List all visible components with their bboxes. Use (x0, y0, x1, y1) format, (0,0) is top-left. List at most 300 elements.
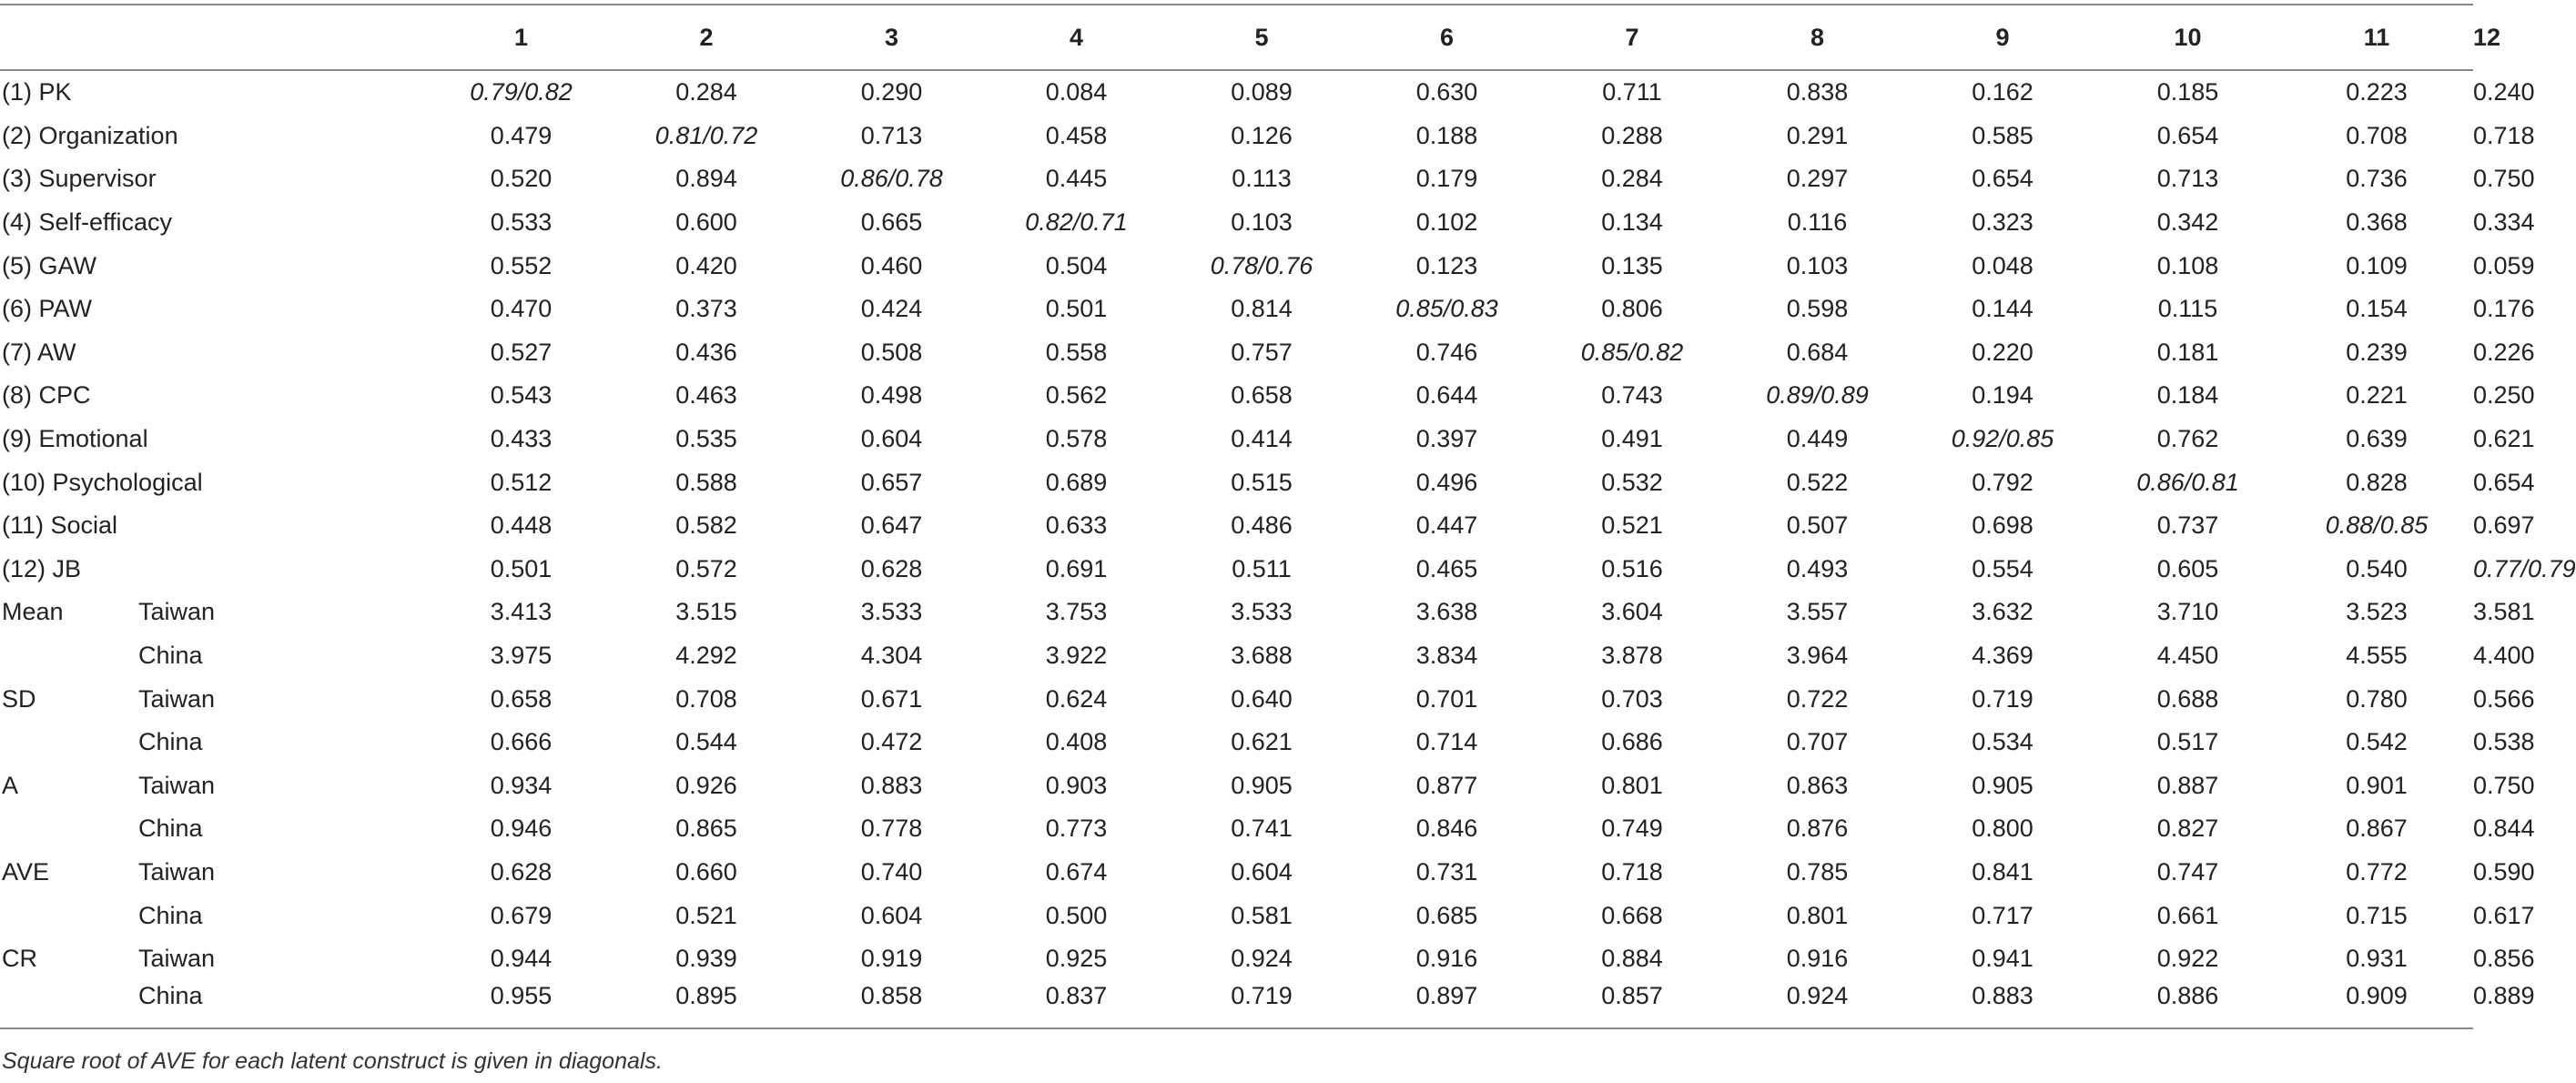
table-cell: 0.115 (2157, 295, 2218, 323)
table-cell: 0.919 (860, 945, 923, 973)
table-cell: 0.048 (1972, 251, 2033, 279)
column-header: 11 (2363, 23, 2390, 51)
row-label: (3) Supervisor (2, 165, 157, 193)
table-cell: 0.511 (1232, 554, 1292, 582)
table-cell: 0.621 (1231, 728, 1293, 756)
table-cell: 0.368 (2346, 208, 2408, 237)
table-cell: 0.714 (1415, 728, 1478, 756)
row-label: (4) Self-efficacy (2, 208, 173, 237)
table-cell: 0.458 (1045, 121, 1108, 149)
table-cell: 0.719 (1231, 982, 1293, 1010)
table-cell: 0.522 (1786, 468, 1849, 496)
table-cell: 0.447 (1415, 511, 1478, 540)
table-cell: 0.713 (2156, 165, 2219, 193)
table-row: A Taiwan 0.934 0.926 0.883 0.903 0.905 0.877 0.801 0.863 0.905 0.887 0.901 0.750 (0, 764, 2473, 808)
table-cell: 0.749 (1601, 815, 1663, 843)
table-cell: 0.162 (1972, 78, 2033, 106)
table-row: SD Taiwan 0.658 0.708 0.671 0.624 0.640 0.701 0.703 0.722 0.719 0.688 0.780 0.566 (0, 677, 2473, 721)
country-label: China (138, 642, 203, 670)
table-row: (11) Social 0.448 0.582 0.647 0.633 0.486 0.447 0.521 0.507 0.698 0.737 0.88/0.85 0.697 (0, 504, 2473, 548)
table-cell: 0.154 (2346, 295, 2408, 323)
table-cell: 0.397 (1415, 425, 1478, 453)
table-cell: 0.857 (1601, 982, 1663, 1010)
table-cell: 0.671 (860, 684, 923, 713)
column-header: 4 (1069, 23, 1084, 51)
table-cell: 0.886 (2156, 982, 2219, 1010)
table-cell: 0.624 (1045, 684, 1108, 713)
table-cell: 0.521 (1601, 511, 1663, 540)
table-cell: 0.445 (1045, 165, 1108, 193)
table-cell: 0.665 (860, 208, 923, 237)
table-cell: 0.792 (1972, 468, 2033, 496)
table-cell: 0.660 (675, 857, 737, 886)
table-cell: 0.284 (1601, 165, 1663, 193)
country-label: Taiwan (138, 598, 216, 626)
table-cell: 0.507 (1786, 511, 1849, 540)
table-cell: 0.666 (490, 728, 553, 756)
country-label: China (138, 728, 203, 756)
table-cell: 0.581 (1231, 901, 1293, 929)
table-cell: 0.373 (675, 295, 737, 323)
table-cell: 0.944 (490, 945, 553, 973)
country-label: China (138, 815, 203, 843)
table-cell: 3.710 (2156, 598, 2219, 626)
table-cell: 0.516 (1601, 554, 1663, 582)
stat-label (0, 721, 137, 764)
table-cell: 0.717 (1972, 901, 2033, 929)
table-row: CR Taiwan 0.944 0.939 0.919 0.925 0.924 0.916 0.884 0.916 0.941 0.922 0.931 0.856 (0, 937, 2473, 981)
diagonal-cell: 0.89/0.89 (1766, 381, 1869, 410)
table-cell: 0.342 (2156, 208, 2219, 237)
table-cell: 0.134 (1601, 208, 1663, 237)
table-row: China 0.946 0.865 0.778 0.773 0.741 0.846 0.749 0.876 0.800 0.827 0.867 0.844 (0, 807, 2473, 851)
table-cell: 0.533 (490, 208, 553, 237)
table-row: (1) PK 0.79/0.82 0.284 0.290 0.084 0.089 0.630 0.711 0.838 0.162 0.185 0.223 0.240 (0, 70, 2473, 115)
table-row: (2) Organization 0.479 0.81/0.72 0.713 0.458 0.126 0.188 0.288 0.291 0.585 0.654 0.708 0.718 (0, 115, 2473, 158)
table-cell: 0.846 (1415, 815, 1478, 843)
table-cell: 0.554 (1972, 554, 2033, 582)
table-cell: 0.841 (1972, 857, 2033, 886)
table-cell: 0.762 (2156, 425, 2219, 453)
table-cell: 0.691 (1045, 554, 1108, 582)
table-cell: 0.827 (2156, 815, 2219, 843)
table-cell: 0.414 (1231, 425, 1293, 453)
table-cell: 0.572 (675, 554, 737, 582)
table-cell: 3.638 (1415, 598, 1478, 626)
stat-label: Mean (2, 598, 64, 626)
table-cell: 0.144 (1972, 295, 2033, 323)
stat-label (0, 634, 137, 678)
table-cell: 0.644 (1415, 381, 1478, 410)
table-cell: 0.703 (1601, 684, 1663, 713)
table-cell: 0.512 (490, 468, 553, 496)
table-cell: 0.582 (675, 511, 737, 540)
table-cell: 0.562 (1045, 381, 1108, 410)
diagonal-cell: 0.82/0.71 (1025, 208, 1128, 237)
table-cell: 0.532 (1601, 468, 1663, 496)
table-cell: 0.876 (1786, 815, 1849, 843)
table-cell: 0.179 (1415, 165, 1478, 193)
table-cell: 0.424 (860, 295, 923, 323)
table-cell: 0.658 (490, 684, 553, 713)
table-cell: 0.135 (1601, 251, 1663, 279)
country-label: Taiwan (138, 684, 216, 713)
table-cell: 0.867 (2346, 815, 2408, 843)
table-cell: 0.103 (1786, 251, 1849, 279)
table-cell: 0.838 (1786, 78, 1849, 106)
table-cell: 0.604 (860, 425, 923, 453)
table-cell: 0.773 (1045, 815, 1108, 843)
table-cell: 0.654 (2156, 121, 2219, 149)
table-row: (4) Self-efficacy 0.533 0.600 0.665 0.82/0.71 0.103 0.102 0.134 0.116 0.323 0.342 0.368 0.334 (0, 201, 2473, 245)
table-cell: 0.113 (1232, 165, 1292, 193)
table-cell: 0.486 (1231, 511, 1293, 540)
column-header: 10 (2174, 23, 2202, 51)
table-cell: 0.701 (1415, 684, 1478, 713)
column-header: 5 (1254, 23, 1269, 51)
table-cell: 0.895 (675, 982, 737, 1010)
table-cell: 0.657 (860, 468, 923, 496)
table-cell: 4.450 (2156, 642, 2219, 670)
table-cell: 0.887 (2156, 771, 2219, 799)
stat-label (0, 894, 137, 937)
table-cell: 0.939 (675, 945, 737, 973)
table-cell: 0.883 (1972, 982, 2033, 1010)
table-cell: 0.194 (1972, 381, 2033, 410)
stat-label (0, 980, 137, 1028)
column-header: 6 (1439, 23, 1455, 51)
table-cell: 3.515 (675, 598, 737, 626)
diagonal-cell: 0.86/0.81 (2136, 468, 2239, 496)
header-row: 1 2 3 4 5 6 7 8 9 10 11 12 (0, 5, 2473, 70)
table-cell: 0.493 (1786, 554, 1849, 582)
table-cell: 0.814 (1231, 295, 1293, 323)
table-row: (6) PAW 0.470 0.373 0.424 0.501 0.814 0.85/0.83 0.806 0.598 0.144 0.115 0.154 0.176 (0, 288, 2473, 331)
header-blank-cell (137, 5, 309, 70)
table-cell: 0.628 (490, 857, 553, 886)
table-cell: 3.533 (1231, 598, 1293, 626)
table-cell: 0.449 (1786, 425, 1849, 453)
table-cell: 0.801 (1601, 771, 1663, 799)
diagonal-cell: 0.79/0.82 (470, 78, 573, 106)
table-cell: 3.922 (1045, 642, 1108, 670)
table-cell: 0.747 (2156, 857, 2219, 886)
table-cell: 0.711 (1602, 78, 1662, 106)
table-cell: 0.103 (1231, 208, 1293, 237)
table-cell: 0.785 (1786, 857, 1849, 886)
table-cell: 0.500 (1045, 901, 1108, 929)
table-cell: 0.089 (1231, 78, 1293, 106)
table-cell: 0.552 (490, 251, 553, 279)
table-cell: 0.517 (2156, 728, 2219, 756)
table-cell: 0.585 (1972, 121, 2033, 149)
table-cell: 0.800 (1972, 815, 2033, 843)
table-cell: 0.934 (490, 771, 553, 799)
stat-label: A (2, 771, 19, 799)
header-blank-cell (309, 5, 429, 70)
table-cell: 0.713 (860, 121, 923, 149)
table-row: (8) CPC 0.543 0.463 0.498 0.562 0.658 0.644 0.743 0.89/0.89 0.194 0.184 0.221 0.250 (0, 374, 2473, 418)
table-cell: 0.740 (860, 857, 923, 886)
table-header (0, 5, 2501, 70)
table-cell: 0.877 (1415, 771, 1478, 799)
table-cell: 0.905 (1972, 771, 2033, 799)
table-cell: 0.491 (1601, 425, 1663, 453)
diagonal-cell: 0.78/0.76 (1210, 251, 1313, 279)
table-cell: 0.436 (675, 338, 737, 366)
table-cell: 0.598 (1786, 295, 1849, 323)
table-cell: 3.533 (860, 598, 923, 626)
table-cell: 0.181 (2156, 338, 2219, 366)
country-label: China (138, 982, 203, 1010)
table-cell: 0.903 (1045, 771, 1108, 799)
stat-label: AVE (2, 857, 50, 886)
table-cell: 0.544 (675, 728, 737, 756)
table-cell: 0.515 (1231, 468, 1293, 496)
table-cell: 3.975 (490, 642, 553, 670)
table-cell: 0.600 (675, 208, 737, 237)
table-cell: 0.578 (1045, 425, 1108, 453)
table-cell: 0.470 (490, 295, 553, 323)
table-cell: 0.780 (2346, 684, 2408, 713)
table-cell: 3.964 (1786, 642, 1849, 670)
diagonal-cell: 0.85/0.83 (1395, 295, 1498, 323)
table-cell: 0.837 (1045, 982, 1108, 1010)
table-cell: 0.605 (2156, 554, 2219, 582)
diagonal-cell: 0.86/0.78 (840, 165, 943, 193)
table-cell: 0.946 (490, 815, 553, 843)
table-cell: 0.239 (2346, 338, 2408, 366)
table-cell: 0.707 (1786, 728, 1849, 756)
table-cell: 0.688 (2156, 684, 2219, 713)
row-label: (2) Organization (2, 121, 178, 149)
row-label: (12) JB (2, 554, 82, 582)
table-cell: 0.698 (1972, 511, 2033, 540)
table-cell: 0.542 (2346, 728, 2408, 756)
row-label: (1) PK (2, 78, 72, 106)
table-cell: 0.558 (1045, 338, 1108, 366)
country-label: China (138, 901, 203, 929)
table-cell: 0.916 (1415, 945, 1478, 973)
table-cell: 0.684 (1786, 338, 1849, 366)
table-cell: 0.496 (1415, 468, 1478, 496)
table-cell: 0.924 (1786, 982, 1849, 1010)
table-row: AVE Taiwan 0.628 0.660 0.740 0.674 0.604 0.731 0.718 0.785 0.841 0.747 0.772 0.590 (0, 851, 2473, 895)
table-cell: 0.708 (2346, 121, 2408, 149)
row-label: (11) Social (2, 511, 118, 540)
table-cell: 3.753 (1045, 598, 1108, 626)
table-cell: 0.630 (1415, 78, 1478, 106)
table-cell: 0.185 (2156, 78, 2219, 106)
table-cell: 4.304 (860, 642, 923, 670)
diagonal-cell: 0.92/0.85 (1951, 425, 2054, 453)
table-cell: 0.501 (490, 554, 553, 582)
table-cell: 0.291 (1786, 121, 1849, 149)
table-cell: 0.647 (860, 511, 923, 540)
table-cell: 0.126 (1231, 121, 1293, 149)
row-label: (8) CPC (2, 381, 91, 410)
table-cell: 0.463 (675, 381, 737, 410)
column-header: 9 (1995, 23, 2010, 51)
table-cell: 0.501 (1045, 295, 1108, 323)
table-cell: 4.555 (2346, 642, 2408, 670)
row-label: (10) Psychological (2, 468, 203, 496)
table-cell: 0.116 (1787, 208, 1848, 237)
table-cell: 0.686 (1601, 728, 1663, 756)
table-cell: 0.865 (675, 815, 737, 843)
table-cell: 0.668 (1601, 901, 1663, 929)
table-cell: 0.894 (675, 165, 737, 193)
table-cell: 0.685 (1415, 901, 1478, 929)
table-cell: 0.527 (490, 338, 553, 366)
table-cell: 0.588 (675, 468, 737, 496)
table-cell: 0.863 (1786, 771, 1849, 799)
table-row: (3) Supervisor 0.520 0.894 0.86/0.78 0.445 0.113 0.179 0.284 0.297 0.654 0.713 0.736 0.750 (0, 157, 2473, 201)
table-cell: 0.916 (1786, 945, 1849, 973)
table-cell: 0.719 (1972, 684, 2033, 713)
country-label: Taiwan (138, 771, 216, 799)
table-cell: 0.465 (1415, 554, 1478, 582)
table-cell: 4.369 (1972, 642, 2033, 670)
table-cell: 0.955 (490, 982, 553, 1010)
table-cell: 0.628 (860, 554, 923, 582)
table-cell: 0.604 (860, 901, 923, 929)
table-cell: 0.897 (1415, 982, 1478, 1010)
table-cell: 0.604 (1231, 857, 1293, 886)
table-cell: 0.909 (2346, 982, 2408, 1010)
table-cell: 0.297 (1786, 165, 1849, 193)
table-cell: 0.221 (2346, 381, 2408, 410)
table-cell: 0.737 (2156, 511, 2219, 540)
table-cell: 3.557 (1786, 598, 1849, 626)
table-cell: 0.931 (2346, 945, 2408, 973)
column-header: 2 (699, 23, 714, 51)
header-blank-cell (0, 5, 137, 70)
table-cell: 0.108 (2156, 251, 2219, 279)
table-cell: 0.479 (490, 121, 553, 149)
table-cell: 3.523 (2346, 598, 2408, 626)
table-cell: 0.778 (860, 815, 923, 843)
column-header: 8 (1810, 23, 1825, 51)
table-cell: 0.925 (1045, 945, 1108, 973)
column-header: 7 (1625, 23, 1639, 51)
table-cell: 0.746 (1415, 338, 1478, 366)
table-cell: 0.639 (2346, 425, 2408, 453)
table-cell: 0.924 (1231, 945, 1293, 973)
table-cell: 0.806 (1601, 295, 1663, 323)
table-cell: 0.718 (1601, 857, 1663, 886)
table-cell: 0.757 (1231, 338, 1293, 366)
table-cell: 3.834 (1415, 642, 1478, 670)
table-cell: 0.223 (2346, 78, 2408, 106)
table-cell: 0.905 (1231, 771, 1293, 799)
table-cell: 0.288 (1601, 121, 1663, 149)
table-row: (9) Emotional 0.433 0.535 0.604 0.578 0.414 0.397 0.491 0.449 0.92/0.85 0.762 0.639 0.621 (0, 418, 2473, 461)
stat-label (0, 807, 137, 851)
table-cell: 0.460 (860, 251, 923, 279)
table-cell: 4.292 (675, 642, 737, 670)
stat-label: CR (2, 945, 37, 973)
table-row: (7) AW 0.527 0.436 0.508 0.558 0.757 0.746 0.85/0.82 0.684 0.220 0.181 0.239 0.226 (0, 331, 2473, 375)
table-row: (10) Psychological 0.512 0.588 0.657 0.689 0.515 0.496 0.532 0.522 0.792 0.86/0.81 0.828 0.654 (0, 461, 2473, 504)
column-header: 1 (513, 23, 529, 51)
table-cell: 0.736 (2346, 165, 2408, 193)
column-header: 3 (884, 23, 899, 51)
table-cell: 0.731 (1415, 857, 1478, 886)
table-cell: 0.858 (860, 982, 923, 1010)
table-cell: 0.520 (490, 165, 553, 193)
table-row: China 0.666 0.544 0.472 0.408 0.621 0.714 0.686 0.707 0.534 0.517 0.542 0.538 (0, 721, 2473, 764)
table-cell: 0.828 (2346, 468, 2408, 496)
table-cell: 0.102 (1415, 208, 1478, 237)
table-cell: 0.708 (675, 684, 737, 713)
table-cell: 0.540 (2346, 554, 2408, 582)
table-cell: 0.284 (675, 78, 737, 106)
table-cell: 3.604 (1601, 598, 1663, 626)
table-cell: 0.508 (860, 338, 923, 366)
table-cell: 0.535 (675, 425, 737, 453)
row-label: (6) PAW (2, 295, 92, 323)
table-cell: 0.679 (490, 901, 553, 929)
country-label: Taiwan (138, 945, 216, 973)
country-label: Taiwan (138, 857, 216, 886)
diagonal-cell: 0.81/0.72 (654, 121, 758, 149)
table-cell: 0.420 (675, 251, 737, 279)
table-cell: 0.633 (1045, 511, 1108, 540)
table-cell: 0.715 (2346, 901, 2408, 929)
table-cell: 0.504 (1045, 251, 1108, 279)
table-cell: 0.220 (1972, 338, 2033, 366)
table-cell: 0.498 (860, 381, 923, 410)
row-label: (7) AW (2, 338, 76, 366)
row-label: (9) Emotional (2, 425, 148, 453)
table-row: China 0.679 0.521 0.604 0.500 0.581 0.685 0.668 0.801 0.717 0.661 0.715 0.617 (0, 894, 2473, 937)
table-cell: 0.184 (2156, 381, 2219, 410)
table-body (0, 70, 2576, 1028)
table-cell: 0.323 (1972, 208, 2033, 237)
table-cell: 0.543 (490, 381, 553, 410)
table-cell: 0.884 (1601, 945, 1663, 973)
table-cell: 0.109 (2346, 251, 2408, 279)
table-cell: 0.801 (1786, 901, 1849, 929)
table-cell: 0.689 (1045, 468, 1108, 496)
table-cell: 0.922 (2156, 945, 2219, 973)
row-label: (5) GAW (2, 251, 96, 279)
table-cell: 0.640 (1231, 684, 1293, 713)
table-row: Mean Taiwan 3.413 3.515 3.533 3.753 3.533 3.638 3.604 3.557 3.632 3.710 3.523 3.581 (0, 591, 2473, 634)
table-cell: 0.901 (2346, 771, 2408, 799)
table-cell: 0.941 (1972, 945, 2033, 973)
table-cell: 3.878 (1601, 642, 1663, 670)
table-footnote: Square root of AVE for each latent construct is given in diagonals. (2, 1048, 663, 1074)
table-cell: 0.654 (1972, 165, 2033, 193)
table-cell: 0.743 (1601, 381, 1663, 410)
diagonal-cell: 0.85/0.82 (1580, 338, 1684, 366)
table-cell: 0.674 (1045, 857, 1108, 886)
table-cell: 0.772 (2346, 857, 2408, 886)
table-cell: 0.741 (1231, 815, 1293, 843)
table-cell: 0.290 (860, 78, 923, 106)
table-cell: 0.188 (1415, 121, 1478, 149)
table-cell: 0.448 (490, 511, 553, 540)
table-cell: 0.661 (2156, 901, 2219, 929)
table-cell: 3.632 (1972, 598, 2033, 626)
table-cell: 0.926 (675, 771, 737, 799)
table-cell: 3.413 (490, 598, 553, 626)
table-cell: 0.534 (1972, 728, 2033, 756)
table-row: (5) GAW 0.552 0.420 0.460 0.504 0.78/0.76 0.123 0.135 0.103 0.048 0.108 0.109 0.059 (0, 244, 2473, 288)
table-cell: 0.408 (1045, 728, 1108, 756)
